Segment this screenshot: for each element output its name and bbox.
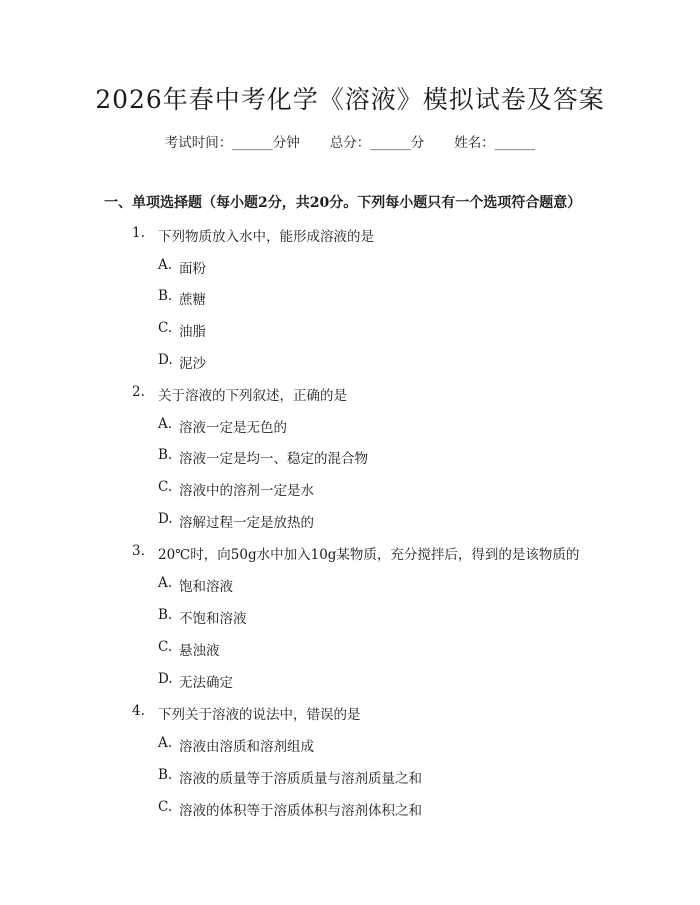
option-text: 饱和溶液 [179, 579, 233, 595]
option-letter: A. [158, 575, 173, 591]
option-b [158, 447, 368, 467]
option-text: 泥沙 [179, 356, 206, 372]
option-text: 油脂 [179, 324, 206, 340]
option-c [158, 639, 220, 659]
exam-time-label: 考试时间：______分钟 [164, 135, 300, 151]
option-letter: A. [158, 416, 173, 432]
exam-meta [0, 131, 700, 151]
option-letter: B. [158, 288, 173, 304]
student-name-label: 姓名：______ [454, 135, 536, 151]
option-letter: B. [158, 607, 173, 623]
option-letter: A. [158, 735, 173, 751]
option-letter: B. [158, 447, 173, 463]
option-text: 面粉 [179, 261, 206, 277]
option-text: 溶液的体积等于溶质体积与溶剂体积之和 [179, 803, 422, 819]
option-letter: D. [158, 671, 173, 687]
question-number: 2. [132, 384, 145, 400]
option-letter: C. [158, 639, 173, 655]
question-text: 关于溶液的下列叙述，正确的是 [158, 388, 347, 404]
option-b [158, 288, 206, 308]
option-b [158, 767, 422, 787]
option-b [158, 607, 247, 627]
question-text: 下列关于溶液的说法中，错误的是 [158, 707, 361, 723]
option-a [158, 735, 314, 755]
option-letter: B. [158, 767, 173, 783]
option-letter: C. [158, 320, 173, 336]
option-text: 溶液的质量等于溶质质量与溶剂质量之和 [179, 771, 422, 787]
option-text: 不饱和溶液 [179, 611, 247, 627]
question-2 [132, 384, 347, 404]
question-3 [132, 543, 579, 563]
option-c [158, 479, 314, 499]
option-d [158, 511, 314, 531]
question-1 [132, 225, 374, 245]
option-text: 溶液由溶质和溶剂组成 [179, 739, 314, 755]
option-d [158, 352, 206, 372]
option-text: 溶液一定是无色的 [179, 420, 287, 436]
option-letter: C. [158, 479, 173, 495]
option-a [158, 257, 206, 277]
question-number: 3. [132, 543, 145, 559]
option-text: 悬浊液 [179, 643, 220, 659]
option-letter: D. [158, 511, 173, 527]
option-c [158, 320, 206, 340]
question-4 [132, 703, 361, 723]
option-a [158, 416, 287, 436]
question-number: 1. [132, 225, 145, 241]
section-heading: 一、单项选择题（每小题2分，共20分。下列每小题只有一个选项符合题意） [104, 195, 582, 211]
option-text: 溶解过程一定是放热的 [179, 515, 314, 531]
option-text: 无法确定 [179, 675, 233, 691]
question-text: 20℃时，向50g水中加入10g某物质，充分搅拌后，得到的是该物质的 [158, 547, 580, 563]
option-c [158, 799, 422, 819]
option-letter: A. [158, 257, 173, 273]
option-letter: C. [158, 799, 173, 815]
page-title: 2026年春中考化学《溶液》模拟试卷及答案 [95, 85, 605, 114]
question-number: 4. [132, 703, 145, 719]
question-text: 下列物质放入水中，能形成溶液的是 [158, 229, 374, 245]
option-text: 蔗糖 [179, 292, 206, 308]
total-score-label: 总分：______分 [329, 135, 425, 151]
option-letter: D. [158, 352, 173, 368]
option-d [158, 671, 233, 691]
option-text: 溶液一定是均一、稳定的混合物 [179, 451, 368, 467]
option-text: 溶液中的溶剂一定是水 [179, 483, 314, 499]
option-a [158, 575, 233, 595]
